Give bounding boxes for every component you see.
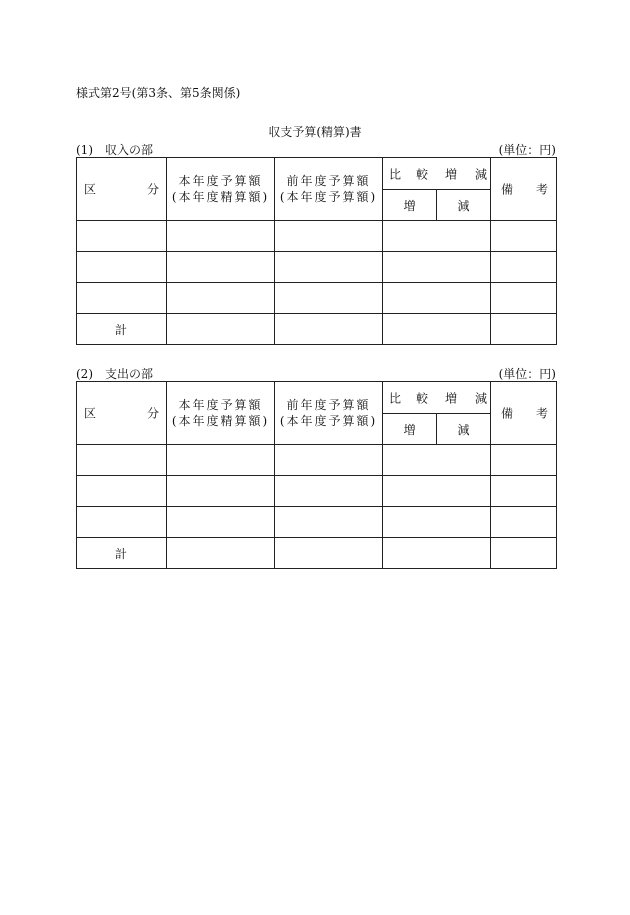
cell[interactable]: [491, 221, 557, 252]
cell[interactable]: [383, 538, 491, 569]
table-row: [77, 283, 557, 314]
cell[interactable]: [275, 283, 383, 314]
table-row: [77, 507, 557, 538]
cell[interactable]: [383, 445, 491, 476]
header-increase: 増: [383, 414, 437, 445]
document-title: 収支予算(精算)書: [268, 125, 362, 139]
table-row: [77, 476, 557, 507]
table-row: [77, 252, 557, 283]
unit-label: (単位：円): [498, 143, 556, 157]
cell[interactable]: [275, 538, 383, 569]
cell[interactable]: [491, 252, 557, 283]
cell[interactable]: [383, 221, 491, 252]
cell[interactable]: [491, 538, 557, 569]
total-row: [77, 314, 557, 345]
cell[interactable]: [167, 538, 275, 569]
cell[interactable]: [491, 507, 557, 538]
cell[interactable]: [167, 252, 275, 283]
cell[interactable]: [167, 507, 275, 538]
cell[interactable]: [383, 252, 491, 283]
cell[interactable]: [383, 283, 491, 314]
cell[interactable]: [383, 314, 491, 345]
cell[interactable]: [275, 252, 383, 283]
cell[interactable]: [77, 507, 167, 538]
header-current-budget: 本年度予算額 (本年度精算額): [167, 382, 275, 445]
cell[interactable]: [77, 252, 167, 283]
header-comparison: 比 較 増 減: [383, 158, 491, 190]
header-decrease: 減: [437, 414, 491, 445]
header-row: [77, 382, 557, 414]
cell[interactable]: [77, 283, 167, 314]
cell[interactable]: [275, 507, 383, 538]
form-number: 様式第2号(第3条、第5条関係): [76, 86, 241, 100]
header-current-budget: 本年度予算額 (本年度精算額): [167, 158, 275, 221]
cell[interactable]: [167, 221, 275, 252]
total-row: [77, 538, 557, 569]
cell[interactable]: [491, 314, 557, 345]
cell[interactable]: [77, 445, 167, 476]
unit-label: (単位：円): [498, 367, 556, 381]
cell[interactable]: [167, 476, 275, 507]
cell[interactable]: [167, 314, 275, 345]
header-comparison: 比 較 増 減: [383, 382, 491, 414]
cell[interactable]: [491, 476, 557, 507]
cell[interactable]: [491, 283, 557, 314]
cell[interactable]: [383, 507, 491, 538]
cell[interactable]: [77, 476, 167, 507]
cell[interactable]: [275, 476, 383, 507]
cell[interactable]: [167, 283, 275, 314]
cell[interactable]: [167, 445, 275, 476]
section-label: (1) 収入の部: [76, 143, 153, 157]
cell[interactable]: [383, 476, 491, 507]
header-remarks: 備 考: [491, 382, 557, 445]
header-remarks: 備 考: [491, 158, 557, 221]
cell[interactable]: [77, 221, 167, 252]
header-increase: 増: [383, 190, 437, 221]
header-kubun: 区 分: [77, 382, 167, 445]
expenditure-table: [76, 381, 557, 569]
header-previous-budget: 前年度予算額 (本年度予算額): [275, 158, 383, 221]
header-decrease: 減: [437, 190, 491, 221]
cell[interactable]: [275, 445, 383, 476]
header-kubun: 区 分: [77, 158, 167, 221]
table-row: [77, 221, 557, 252]
header-previous-budget: 前年度予算額 (本年度予算額): [275, 382, 383, 445]
total-label: 計: [77, 538, 167, 569]
total-label: 計: [77, 314, 167, 345]
cell[interactable]: [275, 314, 383, 345]
cell[interactable]: [491, 445, 557, 476]
table-row: [77, 445, 557, 476]
income-table: [76, 157, 557, 345]
header-row: [77, 158, 557, 190]
section-label: (2) 支出の部: [76, 367, 153, 381]
cell[interactable]: [275, 221, 383, 252]
